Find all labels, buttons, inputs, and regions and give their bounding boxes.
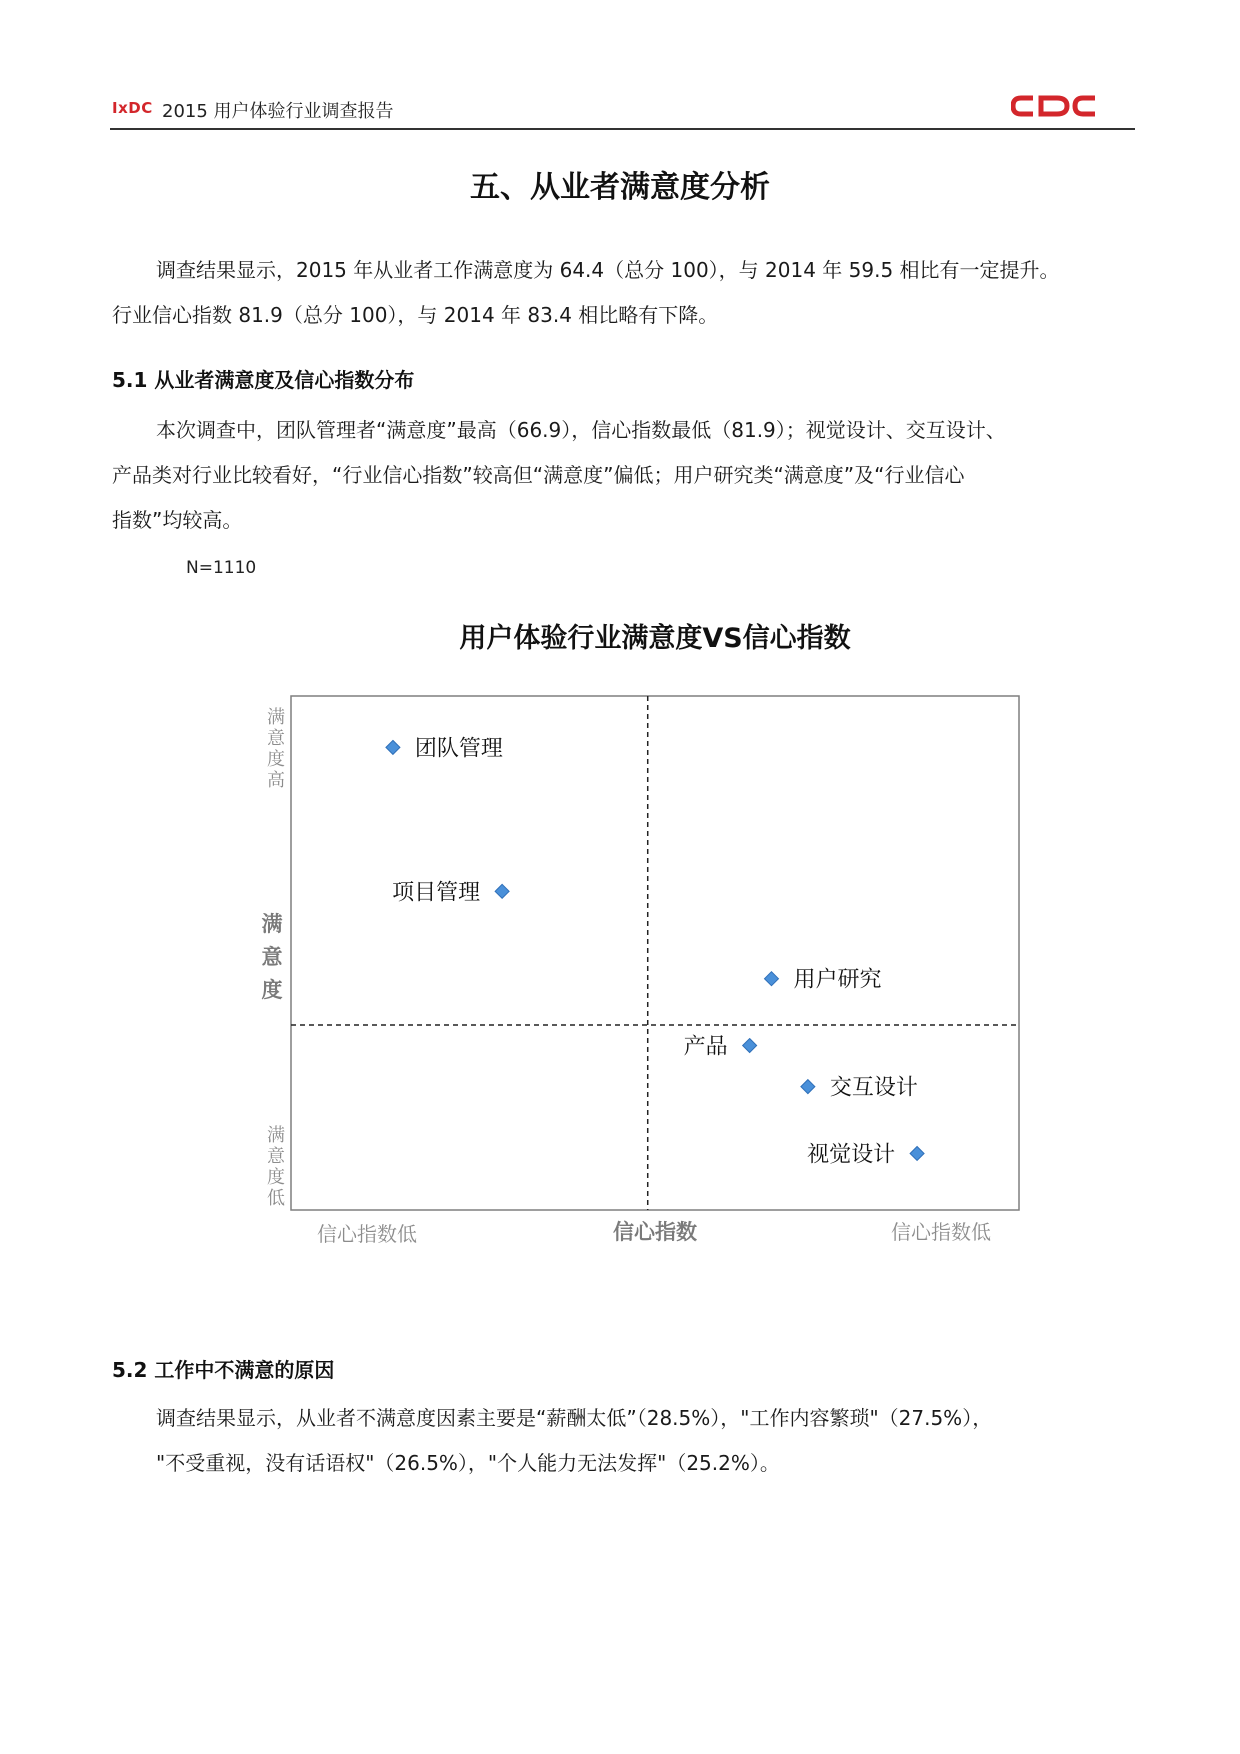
y-axis-high-label: 满意度高 — [267, 707, 285, 791]
intro-paragraph — [112, 248, 1122, 338]
data-point-marker — [743, 1039, 757, 1053]
data-point-label: 用户研究 — [793, 967, 882, 993]
section-1-paragraph — [112, 408, 1122, 543]
section-2-heading: 5.2 工作中不满意的原因 — [112, 1358, 335, 1382]
data-point-label: 项目管理 — [392, 880, 481, 906]
y-axis-low-label: 满意度低 — [267, 1125, 285, 1209]
header-title: 2015 用户体验行业调查报告 — [162, 101, 394, 122]
data-point-marker — [764, 972, 778, 986]
section-1-heading: 5.1 从业者满意度及信心指数分布 — [112, 368, 415, 392]
x-axis-low-label: 信心指数低 — [317, 1222, 417, 1246]
intro-line-1: 调查结果显示，2015 年从业者工作满意度为 64.4（总分 100），与 2014 年 59.5 相比有一定提升。 — [156, 258, 1060, 282]
section-2-line-2: "不受重视，没有话语权"（26.5%），"个人能力无法发挥"（25.2%）。 — [156, 1451, 780, 1475]
plot-area-border — [291, 696, 1019, 1210]
cdc-logo — [1011, 92, 1101, 120]
x-axis-title: 信心指数 — [613, 1220, 697, 1244]
data-point-label: 团队管理 — [414, 736, 503, 762]
x-axis-high-label: 信心指数低 — [891, 1220, 991, 1244]
section-1-line-2: 产品类对行业比较看好，“行业信心指数”较高但“满意度”偏低；用户研究类“满意度”及“行业信心 — [112, 463, 965, 487]
page-header — [110, 88, 1135, 130]
data-point-marker — [801, 1080, 815, 1094]
section-2-paragraph — [112, 1396, 1122, 1486]
intro-line-2: 行业信心指数 81.9（总分 100），与 2014 年 83.4 相比略有下降。 — [112, 303, 719, 327]
section-2-line-1: 调查结果显示，从业者不满意度因素主要是“薪酬太低”（28.5%），"工作内容繁琐"（27.5%）， — [156, 1406, 993, 1430]
data-point-label: 产品 — [683, 1034, 728, 1060]
page-title: 五、从业者满意度分析 — [470, 170, 770, 205]
data-point-marker — [495, 884, 509, 898]
chart-title: 用户体验行业满意度VS信心指数 — [459, 623, 851, 654]
data-point-label: 交互设计 — [829, 1075, 918, 1101]
section-1-line-1: 本次调查中，团队管理者“满意度”最高（66.9），信心指数最低（81.9）；视觉设计、交互设计、 — [156, 418, 1006, 442]
y-axis-title: 满意度 — [261, 912, 283, 1002]
header-brand: IxDC — [112, 99, 153, 117]
sample-size: N=1110 — [186, 558, 257, 578]
section-1-line-3: 指数”均较高。 — [112, 508, 243, 532]
data-point-marker — [910, 1146, 924, 1160]
data-point-label: 视觉设计 — [807, 1142, 896, 1168]
data-point-marker — [386, 740, 400, 754]
